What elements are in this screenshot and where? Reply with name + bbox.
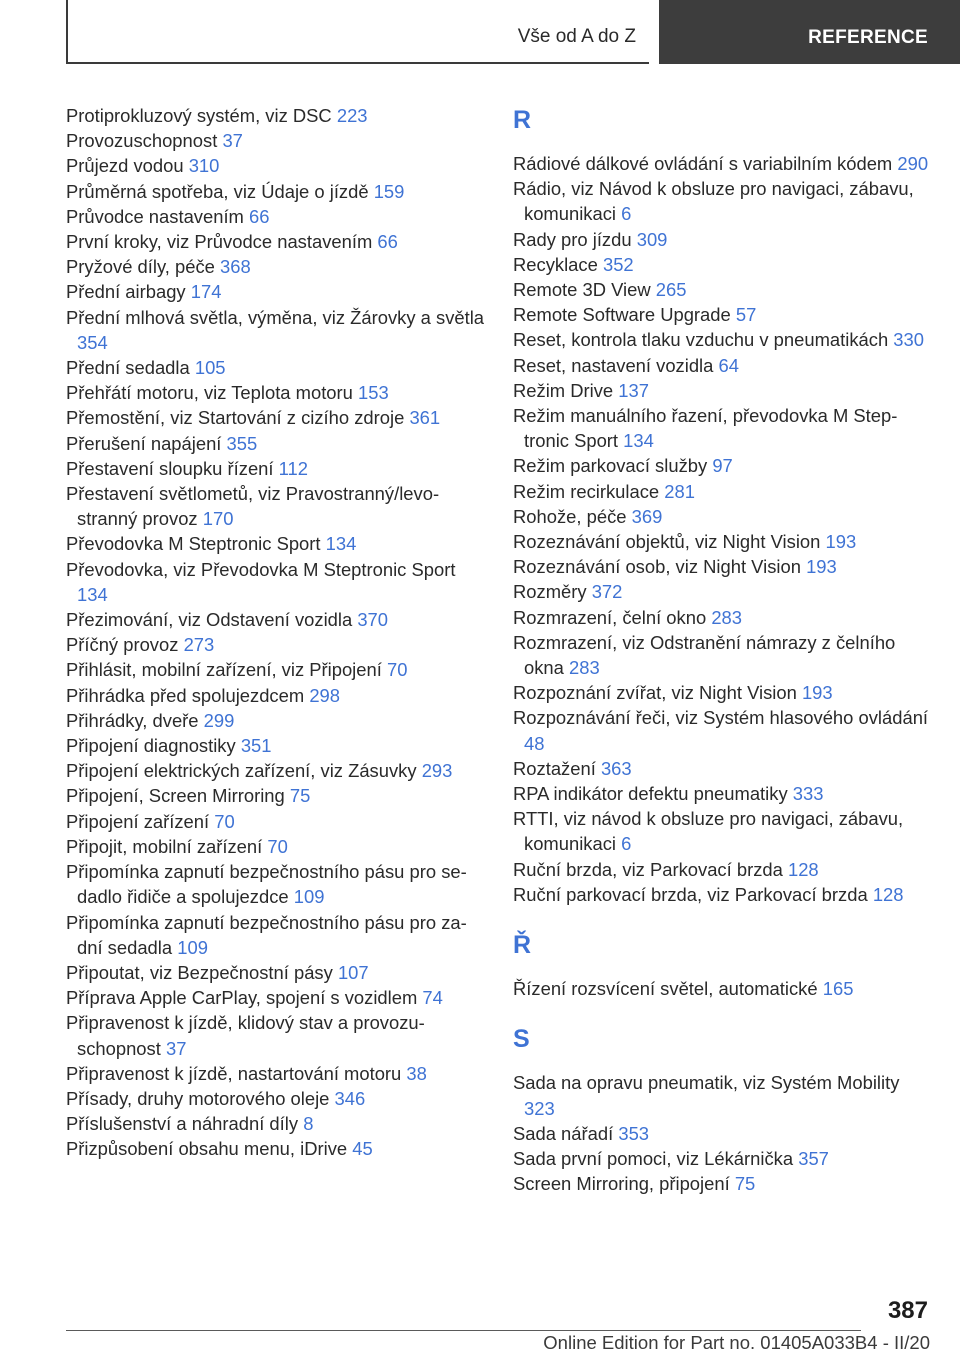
- index-entry-text: Průvodce nastavením: [66, 205, 244, 227]
- page-reference-link[interactable]: 38: [406, 1062, 427, 1084]
- index-entry-text: Převodovka M Steptronic Sport: [66, 533, 321, 555]
- index-entry: [66, 380, 486, 405]
- index-entry: [513, 579, 933, 604]
- page-reference-link[interactable]: 70: [386, 659, 408, 681]
- page-reference-link[interactable]: 57: [735, 304, 757, 326]
- index-entry: [66, 254, 486, 279]
- page-reference-link[interactable]: 283: [711, 606, 743, 628]
- index-entry-text: Ruční brzda, viz Parkovací brzda: [513, 858, 783, 880]
- index-entry: [513, 705, 933, 755]
- page-reference-link[interactable]: 109: [177, 936, 208, 958]
- page-reference-link[interactable]: 298: [309, 684, 340, 706]
- page-reference-link[interactable]: 74: [422, 987, 443, 1009]
- index-entry-text: Přemostění, viz Startování z cizího zdroje: [66, 407, 405, 429]
- index-entry: [66, 557, 486, 607]
- page-reference-link[interactable]: 70: [214, 810, 235, 832]
- index-entry: [66, 733, 486, 758]
- index-entry-text: Připojení zařízení: [66, 810, 210, 832]
- page-reference-link[interactable]: 134: [77, 583, 108, 605]
- index-entry-text: Rozmrazení, viz Odstranění námrazy z čelního okna: [513, 631, 896, 679]
- index-entry: [66, 481, 486, 531]
- index-entry-text: Připomínka zapnutí bezpečnostního pásu pro sedadlo řidiče a spolujezdce: [66, 861, 467, 908]
- index-entry: [66, 204, 486, 229]
- index-entry-text: Sada první pomoci, viz Lékárnička: [513, 1147, 794, 1169]
- index-entry: [66, 456, 486, 481]
- index-entry: [513, 302, 933, 327]
- page-reference-link[interactable]: 75: [289, 785, 311, 807]
- page-reference-link[interactable]: 363: [600, 757, 632, 779]
- page-reference-link[interactable]: 48: [524, 732, 545, 754]
- index-entry-text: Sada nářadí: [513, 1122, 614, 1144]
- index-entry: [66, 1111, 486, 1136]
- index-entry: [66, 683, 486, 708]
- index-entry-text: Přehřátí motoru, viz Teplota motoru: [66, 382, 353, 404]
- index-entry-text: RTTI, viz návod k obsluze pro navigaci, zábavu, komunikaci: [513, 808, 904, 855]
- index-entry: [513, 327, 933, 352]
- index-entry-text: Příslušenství a náhradní díly: [66, 1113, 299, 1135]
- index-entry-text: Reset, kontrola tlaku vzduchu v pneumatikách: [513, 329, 889, 351]
- page-number: 387: [887, 1297, 928, 1324]
- index-entry: [66, 128, 486, 153]
- page-reference-link[interactable]: 112: [278, 457, 308, 479]
- index-entry-text: Rady pro jízdu: [513, 228, 632, 250]
- index-column-left: [66, 103, 486, 1162]
- index-section: [513, 1022, 933, 1196]
- page-reference-link[interactable]: 97: [712, 455, 733, 477]
- index-section: [513, 928, 933, 1001]
- index-entry: [66, 859, 486, 909]
- page-reference-link[interactable]: 372: [591, 581, 623, 603]
- page-reference-link[interactable]: 128: [872, 883, 904, 905]
- index-entry: [513, 529, 933, 554]
- page-reference-link[interactable]: 293: [421, 760, 453, 782]
- page-reference-link[interactable]: 134: [623, 430, 654, 452]
- index-entry-text: Reset, nastavení vozidla: [513, 354, 714, 376]
- index-entry-text: Provozuschopnost: [66, 130, 218, 152]
- page-reference-link[interactable]: 75: [734, 1173, 756, 1195]
- index-entry-text: Sada na opravu pneumatik, viz Systém Mobility: [513, 1072, 900, 1094]
- index-entry: [66, 229, 486, 254]
- index-entry-text: Přezimování, viz Odstavení vozidla: [66, 609, 353, 631]
- page-reference-link[interactable]: 281: [664, 480, 695, 502]
- index-entry-text: Řízení rozsvícení světel, automatické: [513, 978, 818, 1000]
- page-reference-link[interactable]: 170: [202, 508, 234, 530]
- index-entry-text: Rozeznávání objektů, viz Night Vision: [513, 531, 821, 553]
- index-entry: [66, 632, 486, 657]
- page-reference-link[interactable]: 310: [188, 155, 220, 177]
- index-entry: [66, 1061, 486, 1086]
- index-entry-text: Režim recirkulace: [513, 480, 660, 502]
- index-entry-text: Přísady, druhy motorového oleje: [66, 1087, 330, 1109]
- page-reference-link[interactable]: 299: [203, 709, 235, 731]
- page-reference-link[interactable]: 333: [792, 783, 824, 805]
- section-letter-heading: S: [513, 1025, 530, 1054]
- reference-tab[interactable]: [659, 0, 960, 64]
- index-entry-text: První kroky, viz Průvodce nastavením: [66, 231, 373, 253]
- index-entry-text: Průjezd vodou: [66, 155, 184, 177]
- index-entry: [513, 227, 933, 252]
- page-reference-link[interactable]: 193: [801, 682, 833, 704]
- page-reference-link[interactable]: 8: [303, 1113, 314, 1135]
- index-entry-text: Protiprokluzový systém, viz DSC: [66, 105, 332, 126]
- index-section: [513, 103, 933, 907]
- index-entry: [513, 554, 933, 579]
- page-reference-link[interactable]: 137: [618, 379, 649, 401]
- index-entry-text: Přestavení světlometů, viz Pravostranný/levostranný provoz: [66, 483, 440, 530]
- page-reference-link[interactable]: 64: [718, 354, 739, 376]
- index-entry: [66, 305, 486, 355]
- index-entry: [513, 680, 933, 705]
- index-entry-text: Rozeznávání osob, viz Night Vision: [513, 556, 801, 578]
- page-reference-link[interactable]: 368: [220, 256, 251, 278]
- index-column-right: [513, 103, 933, 1196]
- index-entry-text: Přihrádka před spolujezdcem: [66, 684, 305, 706]
- index-entry-text: Recyklace: [513, 253, 598, 275]
- index-entry-text: Připojení, Screen Mirroring: [66, 785, 285, 807]
- page-reference-link[interactable]: 330: [893, 329, 924, 351]
- page-reference-link[interactable]: 265: [655, 279, 687, 301]
- index-entry: [66, 355, 486, 380]
- index-entry: [66, 153, 486, 178]
- page-reference-link[interactable]: 357: [798, 1147, 829, 1169]
- index-entry-text: RPA indikátor defektu pneumatiky: [513, 783, 788, 805]
- index-entry: [513, 882, 933, 907]
- index-entry-text: Rohože, péče: [513, 505, 627, 527]
- page-reference-link[interactable]: 361: [409, 407, 441, 429]
- index-entry: [66, 834, 486, 859]
- page-reference-link[interactable]: 159: [373, 180, 405, 202]
- index-entry: [66, 279, 486, 304]
- index-entry: [66, 531, 486, 556]
- index-entry-text: Příprava Apple CarPlay, spojení s vozidlem: [66, 987, 418, 1009]
- index-entry-text: Režim parkovací služby: [513, 455, 708, 477]
- page-reference-link[interactable]: 309: [636, 228, 668, 250]
- index-entry-text: Ruční parkovací brzda, viz Parkovací brzda: [513, 883, 868, 905]
- page-reference-link[interactable]: 6: [621, 833, 632, 855]
- index-entry: [66, 985, 486, 1010]
- index-entry-text: Roztažení: [513, 757, 596, 779]
- index-entry-text: Připomínka zapnutí bezpečnostního pásu pro zadní sedadla: [66, 911, 467, 958]
- page-reference-link[interactable]: 283: [569, 657, 600, 679]
- index-entry: [513, 378, 933, 403]
- index-entry: [66, 1010, 486, 1060]
- index-entry-text: Převodovka, viz Převodovka M Steptronic Sport: [66, 558, 456, 580]
- index-entry: [513, 453, 933, 478]
- index-entry: [513, 1070, 933, 1120]
- index-entry-text: Průměrná spotřeba, viz Údaje o jízdě: [66, 180, 369, 202]
- page-reference-link[interactable]: 370: [357, 609, 389, 631]
- index-entry: [513, 403, 933, 453]
- header-rule-vertical: [66, 0, 68, 64]
- page-reference-link[interactable]: 134: [325, 533, 357, 555]
- index-entry-text: Připravenost k jízdě, nastartování motoru: [66, 1062, 402, 1084]
- page-reference-link[interactable]: 290: [897, 153, 929, 174]
- index-entry-text: Rozměry: [513, 581, 587, 603]
- edition-footer: Online Edition for Part no. 01405A033B4 - II/20: [543, 1332, 930, 1353]
- page-reference-link[interactable]: 37: [165, 1037, 187, 1059]
- index-entry-text: Remote Software Upgrade: [513, 304, 731, 326]
- index-entry-text: Rozmrazení, čelní okno: [513, 606, 707, 628]
- page-reference-link[interactable]: 355: [226, 432, 258, 454]
- index-entry-text: Přední mlhová světla, výměna, viz Žárovky a světla: [66, 306, 485, 328]
- index-entry: [66, 405, 486, 430]
- index-entry: [66, 809, 486, 834]
- index-entry: [66, 758, 486, 783]
- index-entry: [513, 277, 933, 302]
- page-reference-link[interactable]: 37: [222, 130, 243, 152]
- page-reference-link[interactable]: 66: [249, 205, 270, 227]
- index-entry: [513, 252, 933, 277]
- index-entry: [513, 605, 933, 630]
- index-entry: [513, 781, 933, 806]
- index-entry: [513, 756, 933, 781]
- index-entry-text: Připravenost k jízdě, klidový stav a provozuschopnost: [66, 1012, 425, 1059]
- page-reference-link[interactable]: 109: [293, 886, 325, 908]
- page-reference-link[interactable]: 346: [334, 1087, 366, 1109]
- index-entry-text: Přední airbagy: [66, 281, 186, 303]
- index-entry: [513, 1146, 933, 1171]
- index-entry: [513, 1171, 933, 1196]
- index-entry-text: Pryžové díly, péče: [66, 256, 215, 278]
- index-entry-text: Přihrádky, dveře: [66, 709, 199, 731]
- index-entry-text: Připoutat, viz Bezpečnostní pásy: [66, 961, 333, 983]
- index-entry: [66, 431, 486, 456]
- index-entry-text: Připojení elektrických zařízení, viz Zásuvky: [66, 760, 417, 782]
- page-reference-link[interactable]: 273: [183, 634, 215, 656]
- index-entry: [513, 630, 933, 680]
- page-reference-link[interactable]: 174: [190, 281, 222, 303]
- page-reference-link[interactable]: 353: [618, 1122, 650, 1144]
- page-reference-link[interactable]: 223: [336, 105, 368, 126]
- index-entry-text: Režim manuálního řazení, převodovka M Steptronic Sport: [513, 405, 898, 452]
- index-entry-text: Připojit, mobilní zařízení: [66, 835, 263, 857]
- index-entry: [66, 783, 486, 808]
- index-entry-text: Přerušení napájení: [66, 432, 222, 454]
- page-reference-link[interactable]: 351: [240, 735, 272, 757]
- index-entry: [513, 806, 933, 856]
- index-entry-text: Přední sedadla: [66, 357, 190, 379]
- section-title: Vše od A do Z: [517, 26, 636, 47]
- page-reference-link[interactable]: 193: [806, 556, 837, 578]
- index-entry: [66, 179, 486, 204]
- index-entry: [513, 151, 933, 176]
- index-entry-text: Přestavení sloupku řízení: [66, 457, 274, 479]
- index-entry: [513, 353, 933, 378]
- page-reference-link[interactable]: 107: [337, 961, 369, 983]
- header-rule: [66, 62, 649, 64]
- page-reference-link[interactable]: 128: [787, 858, 819, 880]
- index-entry-text: Přizpůsobení obsahu menu, iDrive: [66, 1138, 348, 1160]
- index-entry-text: Přihlásit, mobilní zařízení, viz Připojení: [66, 659, 382, 681]
- page-reference-link[interactable]: 105: [194, 357, 226, 379]
- section-letter-heading: Ř: [513, 931, 532, 960]
- page-reference-link[interactable]: 193: [825, 531, 857, 553]
- index-entry: [513, 504, 933, 529]
- index-entry-text: Připojení diagnostiky: [66, 735, 236, 757]
- index-entry-text: Rozpoznávání řeči, viz Systém hlasového ovládání: [513, 707, 929, 729]
- index-entry-text: Režim Drive: [513, 379, 614, 401]
- index-entry: [66, 1136, 486, 1161]
- section-letter-heading: R: [513, 106, 532, 134]
- index-entry-text: Remote 3D View: [513, 279, 651, 301]
- page-reference-link[interactable]: 352: [602, 253, 634, 275]
- index-entry-text: Příčný provoz: [66, 634, 179, 656]
- page-reference-link[interactable]: 70: [267, 835, 288, 857]
- index-entry: [513, 976, 933, 1001]
- index-entry: [513, 176, 933, 226]
- page-reference-link[interactable]: 369: [631, 505, 663, 527]
- index-entry: [66, 960, 486, 985]
- index-entry: [66, 708, 486, 733]
- index-entry: [66, 103, 486, 128]
- index-entry: [66, 910, 486, 960]
- page-reference-link[interactable]: 66: [377, 231, 398, 253]
- reference-tab-label: REFERENCE: [808, 27, 928, 48]
- page-reference-link[interactable]: 6: [621, 203, 632, 225]
- page-reference-link[interactable]: 354: [77, 331, 108, 353]
- index-entry: [66, 657, 486, 682]
- index-entry: [513, 857, 933, 882]
- index-entry: [66, 607, 486, 632]
- index-entry-text: Rozpoznání zvířat, viz Night Vision: [513, 682, 797, 704]
- page-reference-link[interactable]: 45: [352, 1138, 373, 1160]
- index-entry-text: Screen Mirroring, připojení: [513, 1173, 730, 1195]
- page-reference-link[interactable]: 153: [358, 382, 389, 404]
- page-reference-link[interactable]: 323: [524, 1097, 555, 1119]
- footer-rule: [66, 1330, 861, 1331]
- index-entry: [513, 479, 933, 504]
- index-entry: [66, 1086, 486, 1111]
- index-entry-text: Rádio, viz Návod k obsluze pro navigaci, zábavu, komunikaci: [513, 178, 914, 225]
- index-entry-text: Rádiové dálkové ovládání s variabilním kódem: [513, 153, 893, 174]
- page-reference-link[interactable]: 165: [822, 978, 854, 1000]
- index-entry: [513, 1121, 933, 1146]
